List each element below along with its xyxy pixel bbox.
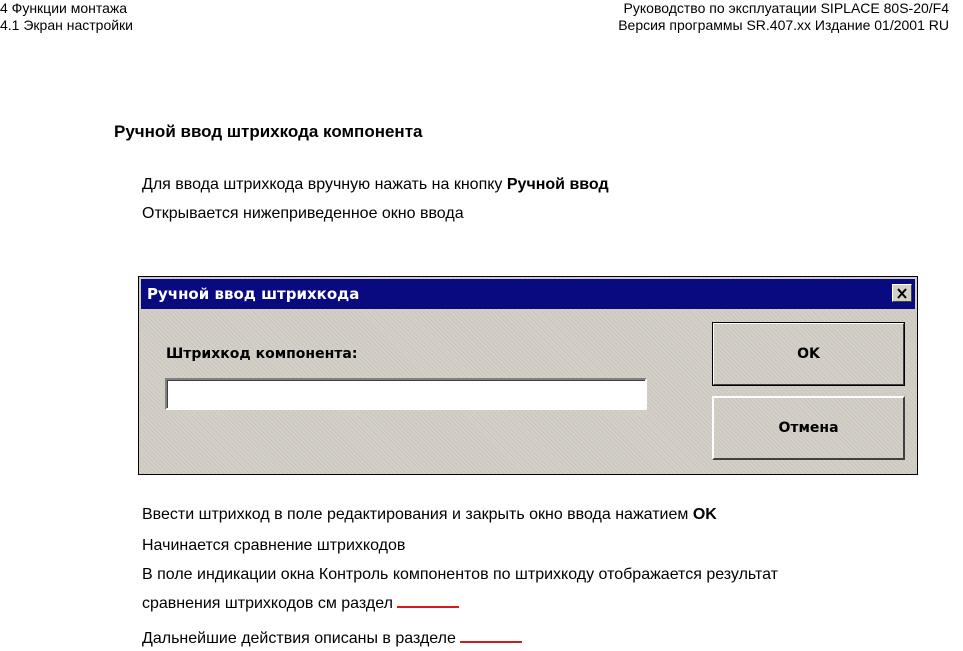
version-info: Версия программы SR.407.xx Издание 01/2001 RU	[618, 17, 949, 33]
barcode-input[interactable]	[165, 378, 647, 410]
page-header-right	[618, 0, 949, 34]
close-button[interactable]	[892, 284, 912, 302]
dialog-title: Ручной ввод штрихкода	[147, 285, 360, 303]
subchapter-title: 4.1 Экран настройки	[0, 17, 133, 33]
further-actions-text: Дальнейшие действия описаны в разделе	[142, 630, 456, 647]
intro-paragraph-2: Открывается нижеприведенное окно ввода	[142, 205, 464, 222]
manual-title: Руководство по эксплуатации SIPLACE 80S-20/F4	[623, 0, 949, 16]
page-header-left	[0, 0, 133, 34]
barcode-field-label: Штрихкод компонента:	[166, 346, 358, 362]
instruction-paragraph-4	[142, 594, 459, 614]
instruction-paragraph-1	[142, 505, 717, 525]
manual-input-button-ref: Ручной ввод	[506, 176, 609, 193]
dialog-titlebar	[141, 279, 915, 309]
intro-text: Для ввода штрихкода вручную нажать на кнопку	[142, 176, 507, 193]
instruction-paragraph-2: Начинается сравнение штрихкодов	[142, 537, 406, 554]
ok-button-ref: OK	[692, 506, 717, 523]
intro-paragraph-1	[142, 175, 609, 195]
chapter-title: 4 Функции монтажа	[0, 0, 128, 16]
section-ref-text: сравнения штрихкодов см раздел	[142, 595, 393, 612]
section-title: Ручной ввод штрихкода компонента	[114, 122, 423, 141]
further-actions-link[interactable]	[460, 631, 522, 643]
ok-button[interactable]: OK	[712, 322, 905, 386]
close-icon	[896, 288, 908, 299]
instruction-paragraph-5	[142, 629, 522, 649]
barcode-input-dialog	[138, 276, 918, 475]
instruction-paragraph-3: В поле индикации окна Контроль компонентов по штрихкоду отображается результат	[142, 566, 779, 583]
cancel-button[interactable]: Отмена	[712, 396, 905, 460]
instruction-text: Ввести штрихкод в поле редактирования и закрыть окно ввода нажатием	[142, 506, 693, 523]
section-ref-link[interactable]	[397, 596, 459, 608]
